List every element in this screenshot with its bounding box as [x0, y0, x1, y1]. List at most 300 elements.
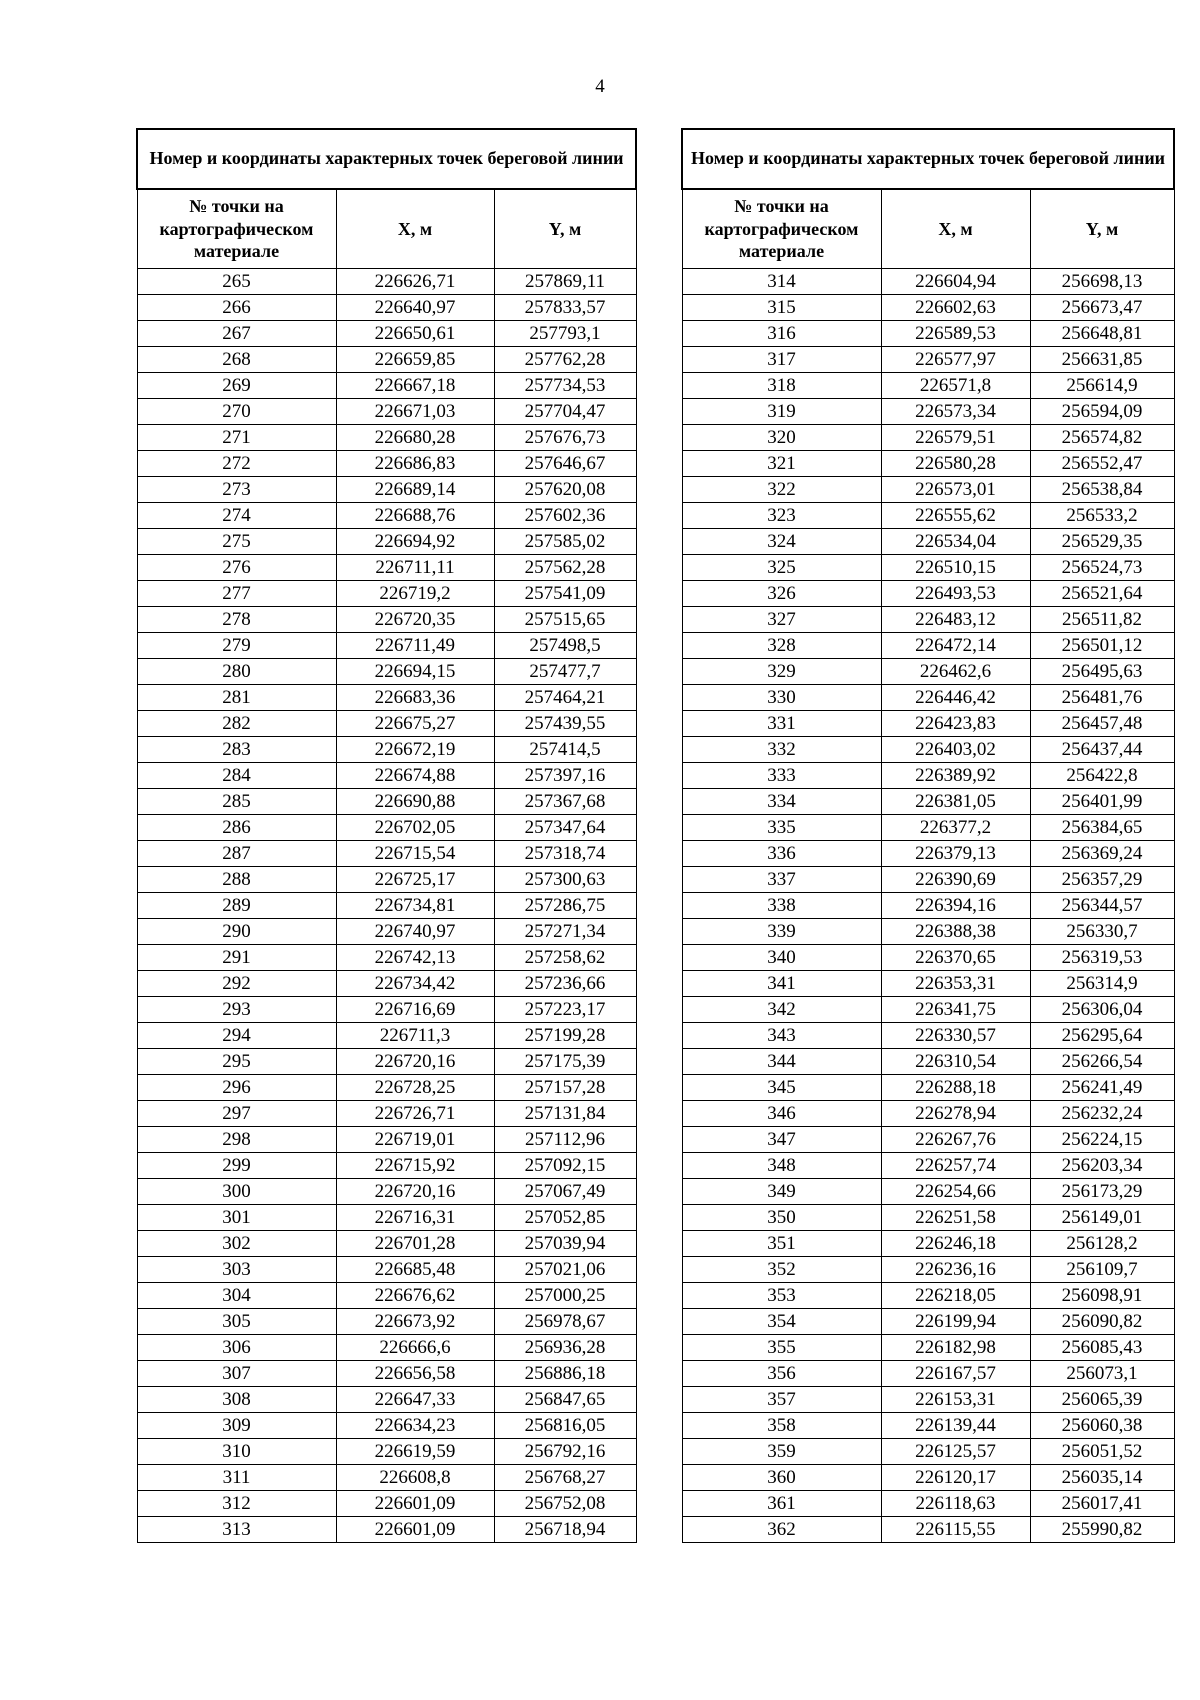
table-row [682, 685, 1174, 711]
point-number-cell: 340 [682, 945, 881, 971]
point-number-cell: 348 [682, 1153, 881, 1179]
x-coordinate-cell: 226288,18 [881, 1075, 1030, 1101]
y-coordinate-cell: 256384,65 [1030, 815, 1174, 841]
table-row [682, 1075, 1174, 1101]
table-row [137, 789, 636, 815]
y-coordinate-cell: 256457,48 [1030, 711, 1174, 737]
point-number-cell: 333 [682, 763, 881, 789]
table-row [682, 373, 1174, 399]
y-coordinate-cell: 257157,28 [494, 1075, 636, 1101]
y-coordinate-cell: 257762,28 [494, 347, 636, 373]
point-number-cell: 324 [682, 529, 881, 555]
x-coordinate-cell: 226734,81 [336, 893, 494, 919]
x-coordinate-cell: 226580,28 [881, 451, 1030, 477]
point-number-cell: 268 [137, 347, 336, 373]
y-coordinate-cell: 256090,82 [1030, 1309, 1174, 1335]
coordinates-table-left [136, 128, 637, 1543]
y-coordinate-cell: 256085,43 [1030, 1335, 1174, 1361]
y-coordinate-cell: 255990,82 [1030, 1517, 1174, 1543]
table-row [682, 763, 1174, 789]
x-coordinate-cell: 226118,63 [881, 1491, 1030, 1517]
point-number-cell: 302 [137, 1231, 336, 1257]
table-row [682, 893, 1174, 919]
point-number-cell: 346 [682, 1101, 881, 1127]
table-row [137, 1153, 636, 1179]
y-coordinate-cell: 256173,29 [1030, 1179, 1174, 1205]
point-number-cell: 305 [137, 1309, 336, 1335]
x-coordinate-cell: 226257,74 [881, 1153, 1030, 1179]
x-coordinate-cell: 226675,27 [336, 711, 494, 737]
x-coordinate-cell: 226579,51 [881, 425, 1030, 451]
x-coordinate-cell: 226690,88 [336, 789, 494, 815]
y-coordinate-cell: 256521,64 [1030, 581, 1174, 607]
table-row [682, 399, 1174, 425]
point-number-cell: 304 [137, 1283, 336, 1309]
column-header-x: X, м [881, 189, 1030, 269]
x-coordinate-cell: 226472,14 [881, 633, 1030, 659]
x-coordinate-cell: 226725,17 [336, 867, 494, 893]
y-coordinate-cell: 257112,96 [494, 1127, 636, 1153]
x-coordinate-cell: 226390,69 [881, 867, 1030, 893]
table-row [682, 1231, 1174, 1257]
point-number-cell: 280 [137, 659, 336, 685]
x-coordinate-cell: 226446,42 [881, 685, 1030, 711]
x-coordinate-cell: 226719,01 [336, 1127, 494, 1153]
point-number-cell: 266 [137, 295, 336, 321]
x-coordinate-cell: 226667,18 [336, 373, 494, 399]
y-coordinate-cell: 256241,49 [1030, 1075, 1174, 1101]
point-number-cell: 278 [137, 607, 336, 633]
point-number-cell: 282 [137, 711, 336, 737]
table-row [682, 1023, 1174, 1049]
table-row [137, 555, 636, 581]
table-row [682, 867, 1174, 893]
point-number-cell: 330 [682, 685, 881, 711]
x-coordinate-cell: 226379,13 [881, 841, 1030, 867]
table-row [137, 581, 636, 607]
y-coordinate-cell: 256538,84 [1030, 477, 1174, 503]
table-row [682, 1517, 1174, 1543]
table-row [137, 1283, 636, 1309]
point-number-cell: 316 [682, 321, 881, 347]
y-coordinate-cell: 257498,5 [494, 633, 636, 659]
table-row [682, 1491, 1174, 1517]
x-coordinate-cell: 226555,62 [881, 503, 1030, 529]
y-coordinate-cell: 257236,66 [494, 971, 636, 997]
y-coordinate-cell: 257271,34 [494, 919, 636, 945]
y-coordinate-cell: 256594,09 [1030, 399, 1174, 425]
table-row [137, 503, 636, 529]
point-number-cell: 310 [137, 1439, 336, 1465]
y-coordinate-cell: 257585,02 [494, 529, 636, 555]
x-coordinate-cell: 226711,3 [336, 1023, 494, 1049]
table-row [137, 451, 636, 477]
y-coordinate-cell: 257793,1 [494, 321, 636, 347]
table-row [682, 1465, 1174, 1491]
y-coordinate-cell: 256792,16 [494, 1439, 636, 1465]
y-coordinate-cell: 256481,76 [1030, 685, 1174, 711]
y-coordinate-cell: 257367,68 [494, 789, 636, 815]
x-coordinate-cell: 226694,92 [336, 529, 494, 555]
point-number-cell: 273 [137, 477, 336, 503]
table-row [137, 1517, 636, 1543]
y-coordinate-cell: 256552,47 [1030, 451, 1174, 477]
table-row [137, 1335, 636, 1361]
x-coordinate-cell: 226236,16 [881, 1257, 1030, 1283]
x-coordinate-cell: 226686,83 [336, 451, 494, 477]
y-coordinate-cell: 256098,91 [1030, 1283, 1174, 1309]
x-coordinate-cell: 226647,33 [336, 1387, 494, 1413]
x-coordinate-cell: 226589,53 [881, 321, 1030, 347]
point-number-cell: 342 [682, 997, 881, 1023]
table-row [137, 633, 636, 659]
table-row [137, 997, 636, 1023]
y-coordinate-cell: 257464,21 [494, 685, 636, 711]
y-coordinate-cell: 257175,39 [494, 1049, 636, 1075]
table-row [137, 1439, 636, 1465]
table-row [682, 659, 1174, 685]
y-coordinate-cell: 257052,85 [494, 1205, 636, 1231]
table-row [137, 659, 636, 685]
point-number-cell: 352 [682, 1257, 881, 1283]
table-row [682, 1361, 1174, 1387]
table-row [682, 1179, 1174, 1205]
table-row [137, 1179, 636, 1205]
point-number-cell: 336 [682, 841, 881, 867]
point-number-cell: 318 [682, 373, 881, 399]
point-number-cell: 277 [137, 581, 336, 607]
x-coordinate-cell: 226493,53 [881, 581, 1030, 607]
x-coordinate-cell: 226701,28 [336, 1231, 494, 1257]
y-coordinate-cell: 256224,15 [1030, 1127, 1174, 1153]
point-number-cell: 339 [682, 919, 881, 945]
column-header-y: Y, м [494, 189, 636, 269]
y-coordinate-cell: 256529,35 [1030, 529, 1174, 555]
x-coordinate-cell: 226423,83 [881, 711, 1030, 737]
table-row [682, 1309, 1174, 1335]
point-number-cell: 332 [682, 737, 881, 763]
y-coordinate-cell: 256203,34 [1030, 1153, 1174, 1179]
table-row [682, 1257, 1174, 1283]
y-coordinate-cell: 256511,82 [1030, 607, 1174, 633]
y-coordinate-cell: 256060,38 [1030, 1413, 1174, 1439]
x-coordinate-cell: 226659,85 [336, 347, 494, 373]
x-coordinate-cell: 226394,16 [881, 893, 1030, 919]
y-coordinate-cell: 256524,73 [1030, 555, 1174, 581]
table-row [137, 321, 636, 347]
point-number-cell: 350 [682, 1205, 881, 1231]
point-number-cell: 338 [682, 893, 881, 919]
point-number-cell: 270 [137, 399, 336, 425]
x-coordinate-cell: 226671,03 [336, 399, 494, 425]
x-coordinate-cell: 226254,66 [881, 1179, 1030, 1205]
y-coordinate-cell: 256051,52 [1030, 1439, 1174, 1465]
point-number-cell: 313 [137, 1517, 336, 1543]
point-number-cell: 341 [682, 971, 881, 997]
x-coordinate-cell: 226167,57 [881, 1361, 1030, 1387]
y-coordinate-cell: 257515,65 [494, 607, 636, 633]
y-coordinate-cell: 257439,55 [494, 711, 636, 737]
point-number-cell: 286 [137, 815, 336, 841]
table-row [137, 1023, 636, 1049]
x-coordinate-cell: 226702,05 [336, 815, 494, 841]
point-number-cell: 300 [137, 1179, 336, 1205]
y-coordinate-cell: 257562,28 [494, 555, 636, 581]
y-coordinate-cell: 257092,15 [494, 1153, 636, 1179]
y-coordinate-cell: 256344,57 [1030, 893, 1174, 919]
x-coordinate-cell: 226381,05 [881, 789, 1030, 815]
x-coordinate-cell: 226715,92 [336, 1153, 494, 1179]
point-number-cell: 353 [682, 1283, 881, 1309]
table-row [137, 607, 636, 633]
table-row [682, 919, 1174, 945]
table-row [682, 477, 1174, 503]
point-number-cell: 307 [137, 1361, 336, 1387]
table-row [137, 295, 636, 321]
table-row [682, 1283, 1174, 1309]
x-coordinate-cell: 226711,49 [336, 633, 494, 659]
x-coordinate-cell: 226353,31 [881, 971, 1030, 997]
table-row [682, 607, 1174, 633]
column-header-point-number: № точки на картографическом материале [682, 189, 881, 269]
table-row [137, 1465, 636, 1491]
point-number-cell: 327 [682, 607, 881, 633]
coordinates-table-right [681, 128, 1175, 1543]
x-coordinate-cell: 226251,58 [881, 1205, 1030, 1231]
point-number-cell: 345 [682, 1075, 881, 1101]
point-number-cell: 281 [137, 685, 336, 711]
table-row [682, 503, 1174, 529]
column-header-point-number: № точки на картографическом материале [137, 189, 336, 269]
table-row [682, 789, 1174, 815]
x-coordinate-cell: 226674,88 [336, 763, 494, 789]
x-coordinate-cell: 226719,2 [336, 581, 494, 607]
y-coordinate-cell: 256295,64 [1030, 1023, 1174, 1049]
y-coordinate-cell: 256073,1 [1030, 1361, 1174, 1387]
y-coordinate-cell: 257646,67 [494, 451, 636, 477]
x-coordinate-cell: 226388,38 [881, 919, 1030, 945]
point-number-cell: 294 [137, 1023, 336, 1049]
table-title: Номер и координаты характерных точек береговой линии [137, 129, 636, 189]
point-number-cell: 299 [137, 1153, 336, 1179]
point-number-cell: 320 [682, 425, 881, 451]
point-number-cell: 335 [682, 815, 881, 841]
point-number-cell: 314 [682, 269, 881, 295]
point-number-cell: 283 [137, 737, 336, 763]
y-coordinate-cell: 257734,53 [494, 373, 636, 399]
y-coordinate-cell: 256614,9 [1030, 373, 1174, 399]
table-row [682, 971, 1174, 997]
y-coordinate-cell: 257318,74 [494, 841, 636, 867]
y-coordinate-cell: 257286,75 [494, 893, 636, 919]
table-row [682, 451, 1174, 477]
point-number-cell: 361 [682, 1491, 881, 1517]
x-coordinate-cell: 226673,92 [336, 1309, 494, 1335]
table-row [137, 945, 636, 971]
y-coordinate-cell: 256035,14 [1030, 1465, 1174, 1491]
y-coordinate-cell: 257223,17 [494, 997, 636, 1023]
x-coordinate-cell: 226676,62 [336, 1283, 494, 1309]
x-coordinate-cell: 226510,15 [881, 555, 1030, 581]
table-row [682, 997, 1174, 1023]
table-row [137, 1049, 636, 1075]
table-body [682, 269, 1174, 1543]
point-number-cell: 296 [137, 1075, 336, 1101]
y-coordinate-cell: 257477,7 [494, 659, 636, 685]
table-row [682, 1387, 1174, 1413]
y-coordinate-cell: 256533,2 [1030, 503, 1174, 529]
y-coordinate-cell: 257067,49 [494, 1179, 636, 1205]
y-coordinate-cell: 256495,63 [1030, 659, 1174, 685]
table-row [682, 815, 1174, 841]
point-number-cell: 347 [682, 1127, 881, 1153]
table-row [682, 1413, 1174, 1439]
x-coordinate-cell: 226634,23 [336, 1413, 494, 1439]
point-number-cell: 297 [137, 1101, 336, 1127]
point-number-cell: 354 [682, 1309, 881, 1335]
point-number-cell: 344 [682, 1049, 881, 1075]
x-coordinate-cell: 226218,05 [881, 1283, 1030, 1309]
table-title: Номер и координаты характерных точек береговой линии [682, 129, 1174, 189]
x-coordinate-cell: 226742,13 [336, 945, 494, 971]
table-row [137, 1205, 636, 1231]
table-row [682, 1439, 1174, 1465]
table-row [137, 399, 636, 425]
point-number-cell: 289 [137, 893, 336, 919]
y-coordinate-cell: 256574,82 [1030, 425, 1174, 451]
y-coordinate-cell: 257602,36 [494, 503, 636, 529]
y-coordinate-cell: 256357,29 [1030, 867, 1174, 893]
point-number-cell: 311 [137, 1465, 336, 1491]
point-number-cell: 321 [682, 451, 881, 477]
table-row [682, 711, 1174, 737]
table-row [682, 1205, 1174, 1231]
x-coordinate-cell: 226689,14 [336, 477, 494, 503]
y-coordinate-cell: 256266,54 [1030, 1049, 1174, 1075]
table-row [137, 1309, 636, 1335]
y-coordinate-cell: 256816,05 [494, 1413, 636, 1439]
table-row [682, 1153, 1174, 1179]
point-number-cell: 301 [137, 1205, 336, 1231]
point-number-cell: 290 [137, 919, 336, 945]
table-row [682, 425, 1174, 451]
x-coordinate-cell: 226330,57 [881, 1023, 1030, 1049]
table-row [137, 1127, 636, 1153]
y-coordinate-cell: 257347,64 [494, 815, 636, 841]
table-row [682, 1101, 1174, 1127]
y-coordinate-cell: 256306,04 [1030, 997, 1174, 1023]
x-coordinate-cell: 226683,36 [336, 685, 494, 711]
table-row [137, 1413, 636, 1439]
point-number-cell: 325 [682, 555, 881, 581]
x-coordinate-cell: 226680,28 [336, 425, 494, 451]
point-number-cell: 357 [682, 1387, 881, 1413]
table-row [137, 685, 636, 711]
table-row [682, 269, 1174, 295]
y-coordinate-cell: 256017,41 [1030, 1491, 1174, 1517]
table-row [682, 841, 1174, 867]
table-row [682, 945, 1174, 971]
table-row [682, 321, 1174, 347]
table-row [137, 347, 636, 373]
point-number-cell: 276 [137, 555, 336, 581]
point-number-cell: 317 [682, 347, 881, 373]
y-coordinate-cell: 256128,2 [1030, 1231, 1174, 1257]
point-number-cell: 326 [682, 581, 881, 607]
y-coordinate-cell: 257021,06 [494, 1257, 636, 1283]
x-coordinate-cell: 226720,35 [336, 607, 494, 633]
y-coordinate-cell: 257258,62 [494, 945, 636, 971]
y-coordinate-cell: 256648,81 [1030, 321, 1174, 347]
table-row [682, 581, 1174, 607]
y-coordinate-cell: 256847,65 [494, 1387, 636, 1413]
point-number-cell: 292 [137, 971, 336, 997]
point-number-cell: 315 [682, 295, 881, 321]
table-row [682, 1127, 1174, 1153]
y-coordinate-cell: 256936,28 [494, 1335, 636, 1361]
x-coordinate-cell: 226685,48 [336, 1257, 494, 1283]
y-coordinate-cell: 256109,7 [1030, 1257, 1174, 1283]
y-coordinate-cell: 256401,99 [1030, 789, 1174, 815]
point-number-cell: 351 [682, 1231, 881, 1257]
point-number-cell: 272 [137, 451, 336, 477]
x-coordinate-cell: 226120,17 [881, 1465, 1030, 1491]
x-coordinate-cell: 226153,31 [881, 1387, 1030, 1413]
y-coordinate-cell: 256422,8 [1030, 763, 1174, 789]
column-header-x: X, м [336, 189, 494, 269]
point-number-cell: 323 [682, 503, 881, 529]
y-coordinate-cell: 256369,24 [1030, 841, 1174, 867]
x-coordinate-cell: 226640,97 [336, 295, 494, 321]
y-coordinate-cell: 256065,39 [1030, 1387, 1174, 1413]
x-coordinate-cell: 226462,6 [881, 659, 1030, 685]
y-coordinate-cell: 256718,94 [494, 1517, 636, 1543]
point-number-cell: 291 [137, 945, 336, 971]
x-coordinate-cell: 226267,76 [881, 1127, 1030, 1153]
point-number-cell: 360 [682, 1465, 881, 1491]
y-coordinate-cell: 257676,73 [494, 425, 636, 451]
x-coordinate-cell: 226377,2 [881, 815, 1030, 841]
point-number-cell: 275 [137, 529, 336, 555]
x-coordinate-cell: 226139,44 [881, 1413, 1030, 1439]
table-row [137, 1075, 636, 1101]
y-coordinate-cell: 256330,7 [1030, 919, 1174, 945]
point-number-cell: 337 [682, 867, 881, 893]
table-row [137, 971, 636, 997]
table-row [137, 269, 636, 295]
y-coordinate-cell: 256631,85 [1030, 347, 1174, 373]
table-row [137, 893, 636, 919]
y-coordinate-cell: 256232,24 [1030, 1101, 1174, 1127]
x-coordinate-cell: 226115,55 [881, 1517, 1030, 1543]
y-coordinate-cell: 257397,16 [494, 763, 636, 789]
y-coordinate-cell: 256501,12 [1030, 633, 1174, 659]
point-number-cell: 329 [682, 659, 881, 685]
y-coordinate-cell: 257704,47 [494, 399, 636, 425]
x-coordinate-cell: 226246,18 [881, 1231, 1030, 1257]
x-coordinate-cell: 226626,71 [336, 269, 494, 295]
x-coordinate-cell: 226571,8 [881, 373, 1030, 399]
point-number-cell: 312 [137, 1491, 336, 1517]
x-coordinate-cell: 226199,94 [881, 1309, 1030, 1335]
x-coordinate-cell: 226483,12 [881, 607, 1030, 633]
x-coordinate-cell: 226370,65 [881, 945, 1030, 971]
table-row [137, 867, 636, 893]
y-coordinate-cell: 256978,67 [494, 1309, 636, 1335]
y-coordinate-cell: 257541,09 [494, 581, 636, 607]
x-coordinate-cell: 226182,98 [881, 1335, 1030, 1361]
x-coordinate-cell: 226341,75 [881, 997, 1030, 1023]
